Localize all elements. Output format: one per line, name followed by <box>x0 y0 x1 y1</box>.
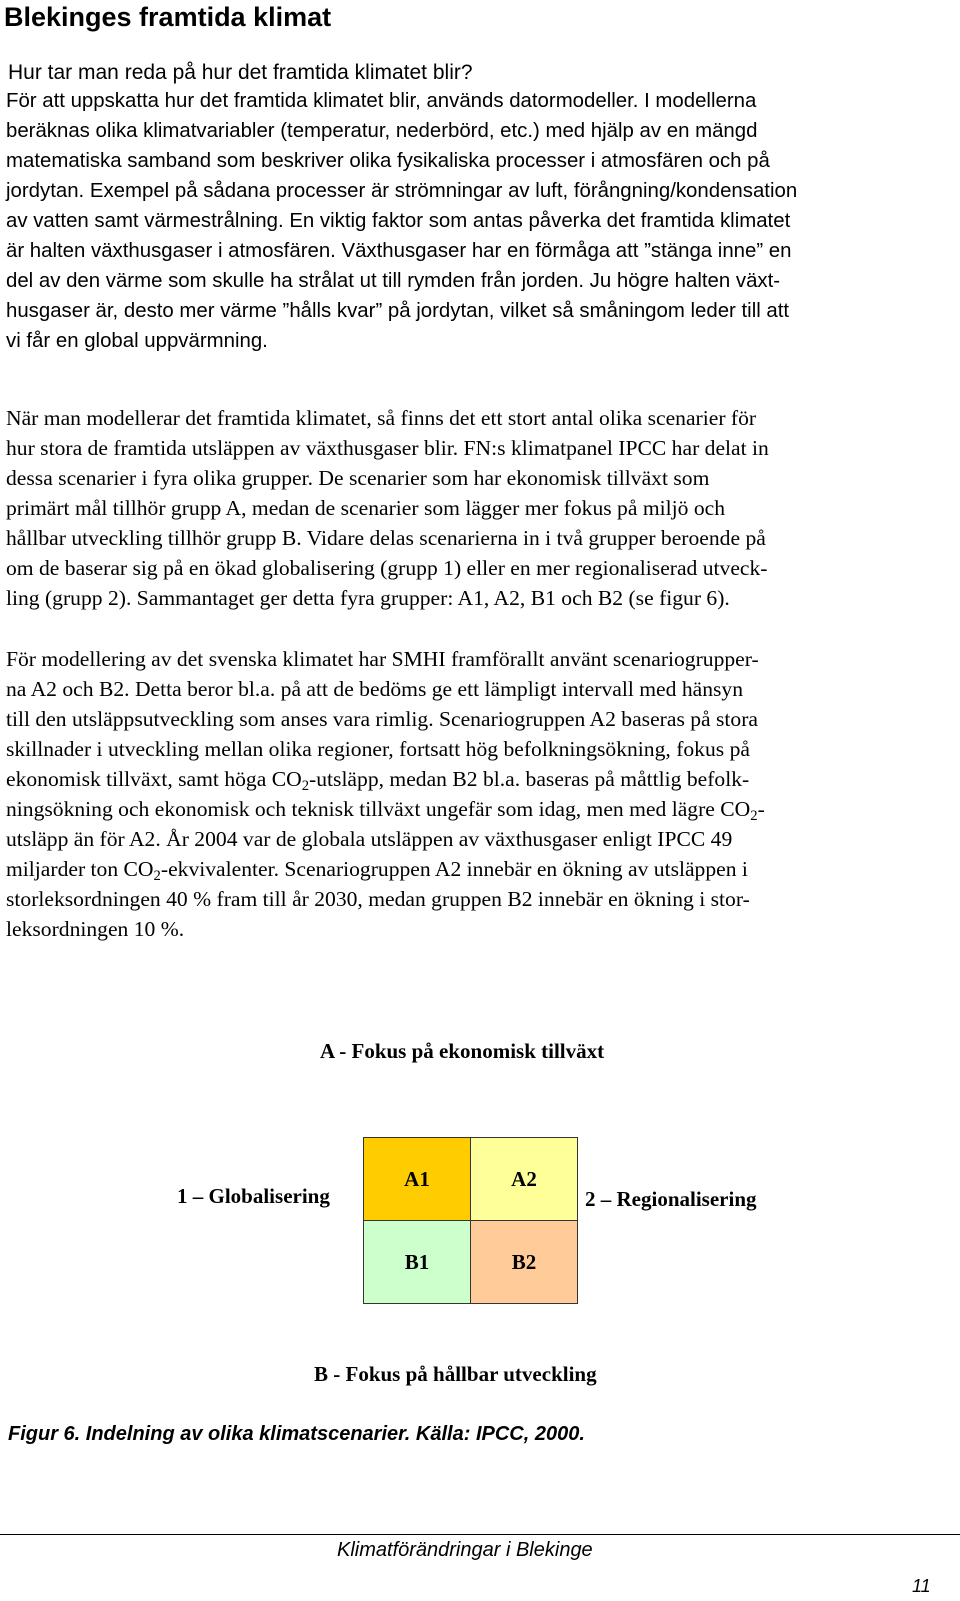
page-number: 11 <box>912 1576 931 1596</box>
cell-a2 <box>470 1137 578 1221</box>
text-span: ekonomisk tillväxt, samt höga CO <box>6 767 302 791</box>
section-heading: Hur tar man reda på hur det framtida klimatet blir? <box>8 61 473 84</box>
text-span: utsläpp än för A2. År 2004 var de globala utsläppen av växthusgaser enligt IPCC 49 <box>6 827 733 851</box>
text-line: är halten växthusgaser i atmosfären. Växthusgaser har en förmåga att ”stänga inne” en <box>6 240 792 262</box>
cell-label: B2 <box>511 1249 537 1274</box>
text-line: hur stora de framtida utsläppen av växthusgaser blir. FN:s klimatpanel IPCC har delat in <box>6 436 769 460</box>
text-span: till den utsläppsutveckling som anses vara rimlig. Scenariogruppen A2 baseras på stora <box>6 707 759 731</box>
text-line: När man modellerar det framtida klimatet, så finns det ett stort antal olika scenarier för <box>6 406 757 430</box>
text-span: leksordningen 10 %. <box>6 917 185 941</box>
subscript: 2 <box>750 808 758 825</box>
text-span: - <box>757 797 765 821</box>
text-span: skillnader i utveckling mellan olika regioner, fortsatt hög befolkningsökning, fokus på <box>6 737 750 761</box>
paragraph-1 <box>6 86 797 356</box>
text-line <box>6 704 765 734</box>
subscript: 2 <box>301 778 310 795</box>
text-line: beräknas olika klimatvariabler (temperatur, nederbörd, etc.) med hjälp av en mängd <box>6 120 758 142</box>
text-span: na A2 och B2. Detta beror bl.a. på att de bedöms ge ett lämpligt intervall med hänsyn <box>6 677 743 701</box>
text-line <box>6 734 765 764</box>
figure-left-label: 1 – Globalisering <box>177 1184 330 1208</box>
text-line <box>6 794 765 824</box>
paragraph-2 <box>6 403 769 613</box>
figure-bottom-label: B - Fokus på hållbar utveckling <box>314 1362 597 1386</box>
text-span: ningsökning och ekonomisk och teknisk tillväxt ungefär som idag, men med lägre CO <box>6 797 751 821</box>
cell-label: B1 <box>404 1249 430 1274</box>
cell-label: A2 <box>511 1166 537 1191</box>
cell-b1 <box>363 1220 471 1304</box>
figure-right-label: 2 – Regionalisering <box>585 1187 757 1211</box>
text-line: ling (grupp 2). Sammantaget ger detta fyra grupper: A1, A2, B1 och B2 (se figur 6). <box>6 586 730 610</box>
text-line: om de baserar sig på en ökad globalisering (grupp 1) eller en mer regionaliserad utveck- <box>6 556 768 580</box>
figure-top-label: A - Fokus på ekonomisk tillväxt <box>320 1039 605 1063</box>
text-line: hållbar utveckling tillhör grupp B. Vidare delas scenarierna in i två grupper beroende på <box>6 526 766 550</box>
text-span: För modellering av det svenska klimatet har SMHI framförallt använt scenariogrupper- <box>6 647 759 671</box>
text-line <box>6 644 765 674</box>
text-line: dessa scenarier i fyra olika grupper. De scenarier som har ekonomisk tillväxt som <box>6 466 710 490</box>
cell-b2 <box>470 1220 578 1304</box>
text-span: miljarder ton CO <box>6 857 154 881</box>
text-line <box>6 914 765 944</box>
text-line: primärt mål tillhör grupp A, medan de scenarier som lägger mer fokus på miljö och <box>6 496 725 520</box>
text-line <box>6 854 765 884</box>
text-line: del av den värme som skulle ha strålat ut till rymden från jorden. Ju högre halten växt- <box>6 270 781 292</box>
text-span: -ekvivalenter. Scenariogruppen A2 innebär en ökning av utsläppen i <box>160 857 748 881</box>
text-line: husgaser är, desto mer värme ”hålls kvar” på jordytan, vilket så småningom leder till att <box>6 300 790 322</box>
text-line: matematiska samband som beskriver olika fysikaliska processer i atmosfären och på <box>6 150 770 172</box>
cell-label: A1 <box>404 1166 430 1191</box>
text-line <box>6 674 765 704</box>
figure-caption: Figur 6. Indelning av olika klimatscenarier. Källa: IPCC, 2000. <box>8 1423 585 1445</box>
page-title: Blekinges framtida klimat <box>4 2 332 32</box>
text-line <box>6 824 765 854</box>
text-line <box>6 764 765 794</box>
subscript: 2 <box>153 868 161 885</box>
cell-a1 <box>363 1137 471 1221</box>
text-line: jordytan. Exempel på sådana processer är strömningar av luft, förångning/kondensation <box>6 180 798 202</box>
footer-divider <box>0 1534 960 1535</box>
footer-text: Klimatförändringar i Blekinge <box>337 1539 593 1561</box>
text-span: storleksordningen 40 % fram till år 2030, medan gruppen B2 innebär en ökning i stor- <box>6 887 750 911</box>
text-line <box>6 884 765 914</box>
scenario-grid <box>363 1137 579 1305</box>
paragraph-3 <box>6 644 765 944</box>
text-span: -utsläpp, medan B2 bl.a. baseras på måttlig befolk- <box>309 767 750 791</box>
text-line: vi får en global uppvärmning. <box>6 330 268 352</box>
text-line: av vatten samt värmestrålning. En viktig faktor som antas påverka det framtida klimatet <box>6 210 791 232</box>
text-line: För att uppskatta hur det framtida klimatet blir, används datormodeller. I modellerna <box>6 90 757 112</box>
